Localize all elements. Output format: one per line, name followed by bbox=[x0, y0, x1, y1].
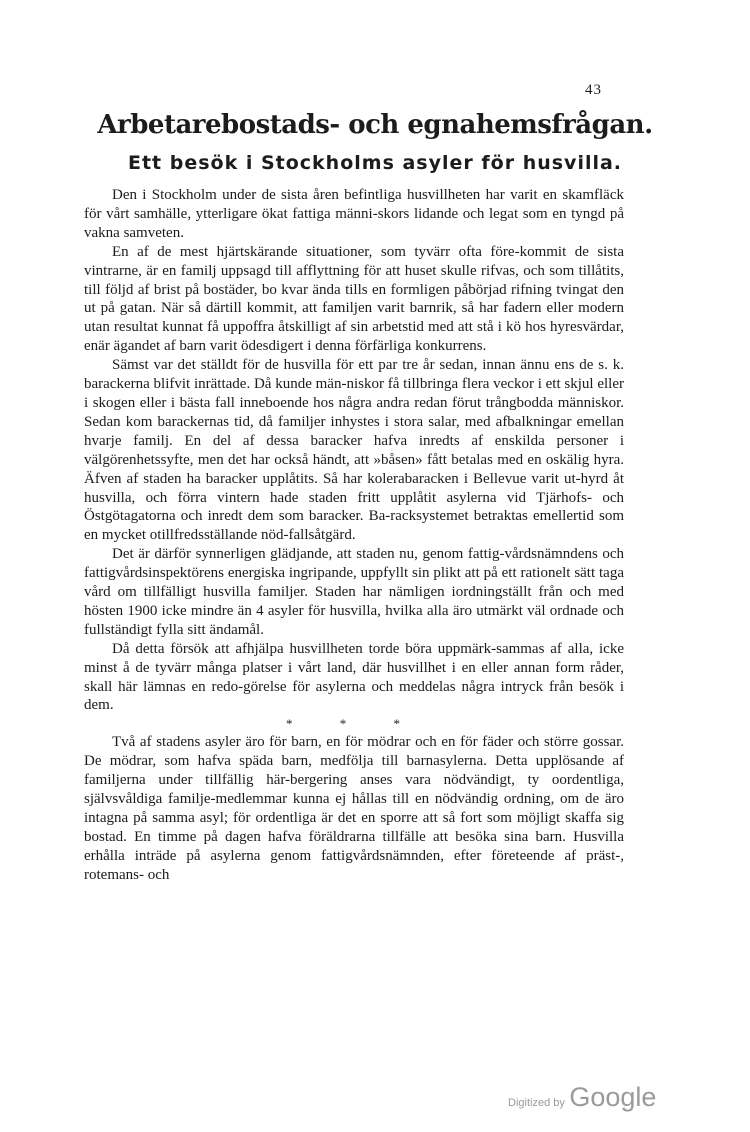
page-title: Arbetarebostads- och egnahemsfrågan. bbox=[97, 110, 653, 140]
watermark-prefix: Digitized by bbox=[508, 1097, 565, 1109]
paragraph: Då detta försök att afhjälpa husvillheten torde böra uppmärk-sammas af alla, icke minst å de tyvärr många platser i vårt land, där husvillhet i en eller annan form råder, skall här lämnas en redo-görelse för asylerna och meddelas några intryck från besök i dem. bbox=[84, 640, 624, 714]
paragraph: Den i Stockholm under de sista åren befintliga husvillheten har varit en skamfläck för vårt samhälle, ytterligare ökat fattiga männi-skors lidande och legat som en tyngd på vakna samveten. bbox=[84, 187, 624, 241]
article-body bbox=[84, 186, 624, 885]
google-logo: Google bbox=[569, 1082, 657, 1112]
paragraph: Det är därför synnerligen glädjande, att staden nu, genom fattig-vårdsnämndens och fattigvårdsinspektörens energiska ingripande, uppfyllt sin plikt att på ett rationelt sätt taga vård om tillfälligt husvilla familjer. Staden har nämligen iordningställt från och med hösten 1900 icke mindre än 4 asyler för husvilla, hvilka alla äro utmärkt väl ordnade och fullständigt fylla sitt ändamål. bbox=[84, 546, 624, 638]
section-separator: * * * bbox=[286, 716, 422, 732]
paragraph: Två af stadens asyler äro för barn, en för mödrar och en för fäder och större gossar. De mödrar, som hafva späda barn, medfölja till barnasylerna. Detta upplösande af familjerna under tillfällig här-bergering anses vara nödvändigt, ty oordentliga, självsvåldiga familje-medlemmar kunna ej hållas till en nödvändig ordning, om de äro intagna på samma asyl; för ordentliga är det en sporre att så fort som möjligt skaffa sig bostad. En timme på dagen hafva föräldrarna tillfälle att besöka sina barn. Husvilla erhålla inträde på asylerna genom fattigvårdsnämnden, efter företeende af präst-, rotemans- och bbox=[84, 734, 624, 883]
paragraph: Sämst var det ställdt för de husvilla för ett par tre år sedan, innan ännu ens de s. k. barackerna blifvit inrättade. Då kunde män-niskor få tillbringa flera veckor i ett skjul eller i skogen eller i bästa fall inneboende hos några andra redan förut trångbodda människor. Sedan kom barackernas tid, då familjer inhystes i stora salar, med afbalkningar emellan hvarje familj. En del af dessa baracker hafva inredts af enskilda personer i välgörenhetssyfte, men det har också händt, att »båsen» fått betalas med en oskälig hyra. Äfven af staden ha baracker upplåtits. Så har kolerabaracken i Bellevue varit ut-hyrd åt husvilla, och förra vintern hade staden fritt upplåtit asylerna vid Tjärhofs- och Östgötagatorna och inredt dem som baracker. Ba-racksystemet betraktas emellertid som en mycket otillfredsställande nöd-fallsåtgärd. bbox=[84, 357, 624, 544]
page-number: 43 bbox=[585, 82, 602, 98]
paragraph: En af de mest hjärtskärande situationer, som tyvärr ofta före-kommit de sista vintrarne, är en familj uppsagd till afflyttning för att huset skulle rifvas, och som tillåtits, till följd af brist på bostäder, bo kvar ända tills en formligen påbörjad rifning tvingat den ut på gatan. När så därtill kommit, att familjen varit barnrik, så har fadern eller modern utan resultat kunnat få uppoffra åtskilligt af sin arbetstid med att stå i kö hos hyresvärdar, enär ägandet af barn varit ödesdigert i denna förfärliga konkurrens. bbox=[84, 243, 624, 355]
page-subtitle: Ett besök i Stockholms asyler för husvilla. bbox=[127, 152, 623, 174]
digitized-watermark bbox=[508, 1082, 656, 1113]
